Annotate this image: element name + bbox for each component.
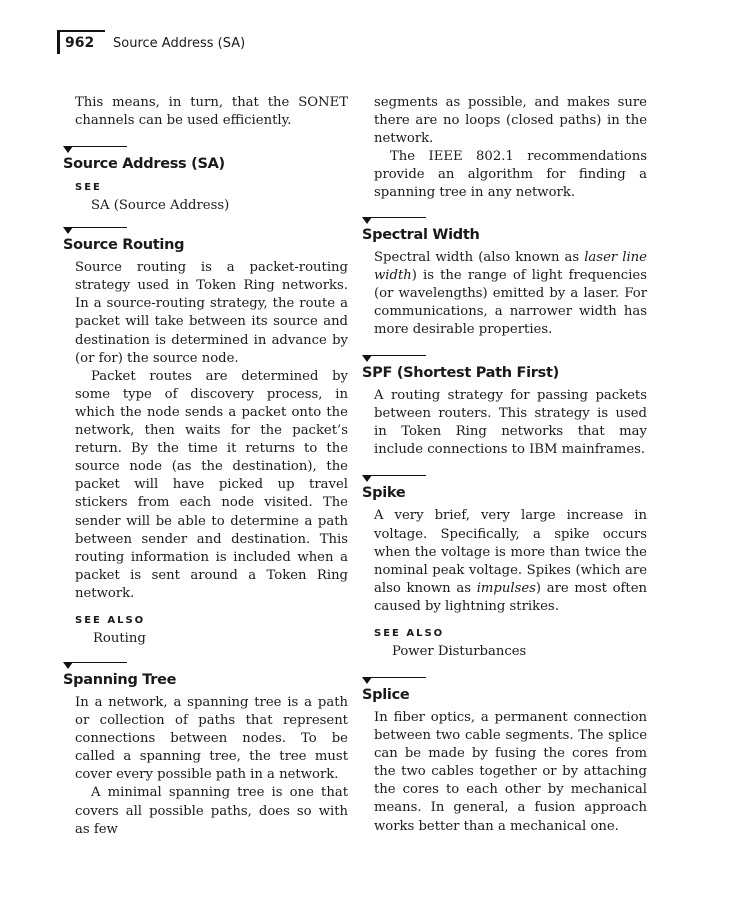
continued-paragraph: The IEEE 802.1 recommendations provide an algorithm for finding a spanning tree in any network. — [374, 149, 647, 201]
triangle-icon — [63, 227, 73, 234]
entry-paragraph: A minimal spanning tree is one that covers all possible paths, does so with as few — [75, 785, 348, 837]
term-emphasis: impulses — [476, 580, 536, 596]
entry-paragraph: Spectral width (also known as laser line width) is the range of light frequencies (or wavelengths) emitted by a laser. For communications, a narrower width has more desirable properties. — [374, 249, 647, 337]
see-reference: SA (Source Address) — [91, 198, 230, 214]
entry-paragraph: A routing strategy for passing packets between routers. This strategy is used in Token Ring networks that may include connections to IBM mainframes. — [374, 388, 647, 458]
see-also-label: SEE ALSO — [75, 614, 146, 626]
entry-marker — [63, 660, 348, 670]
entry-marker — [63, 144, 348, 154]
entry-marker — [362, 353, 647, 363]
continued-paragraph: This means, in turn, that the SONET channels can be used efficiently. — [75, 95, 348, 129]
entry-spanning-tree — [63, 660, 348, 839]
entry-marker — [362, 675, 647, 685]
entry-paragraph: Source routing is a packet-routing strategy used in Token Ring networks. In a source-routing strategy, the route a packet will take between its source and destination is determined in advance by (or for) the source node. — [75, 260, 348, 366]
entry-paragraph: In fiber optics, a permanent connection between two cable segments. The splice can be made by fusing the cores from the two cables together or by attaching the cores to each other by mechanical means. In general, a fusion approach works better than a mechanical one. — [374, 709, 647, 834]
entry-title: SPF (Shortest Path First) — [362, 365, 559, 382]
header-rule — [57, 30, 105, 32]
see-also-reference: Power Disturbances — [392, 643, 527, 659]
entry-marker — [362, 215, 647, 225]
entry-paragraph: In a network, a spanning tree is a path or collection of paths that represent connections between nodes. To be called a spanning tree, the tree must cover every possible path in a network. — [75, 694, 348, 783]
see-label: SEE — [75, 182, 102, 194]
entry-title: Spectral Width — [362, 226, 480, 243]
entry-paragraph: A very brief, very large increase in voltage. Specifically, a spike occurs when the voltage is more than twice the nominal peak voltage. Spikes (which are also known as impulses) are most often caused by lightning strikes. — [374, 508, 648, 614]
entry-spectral-width — [362, 215, 647, 339]
see-also-label: SEE ALSO — [374, 627, 445, 639]
triangle-icon — [362, 217, 372, 224]
entry-splice — [362, 675, 647, 836]
entry-marker — [362, 473, 647, 483]
continued-paragraph: segments as possible, and makes sure there are no loops (closed paths) in the network. — [374, 95, 647, 147]
entry-marker — [63, 225, 348, 235]
entry-title: Splice — [362, 686, 410, 703]
right-column — [362, 94, 647, 836]
entry-title: Source Routing — [63, 237, 185, 254]
entry-title: Spanning Tree — [63, 671, 177, 688]
term-emphasis: laser line width — [374, 249, 647, 283]
triangle-icon — [63, 662, 73, 669]
entry-title: Source Address (SA) — [63, 156, 225, 173]
entry-source-address — [63, 144, 348, 215]
see-also-reference: Routing — [93, 630, 146, 646]
triangle-icon — [362, 677, 372, 684]
entry-paragraph: Packet routes are determined by some type of discovery process, in which the node sends a packet onto the network, then waits for the packet’s return. By the time it returns to the source node (as the destination), the packet will have picked up travel stickers from each node visited. The sender will be able to determine a path between sender and destination. This routing information is included when a packet is sent around a Token Ring network. — [75, 368, 348, 601]
triangle-icon — [63, 146, 73, 153]
entry-spf — [362, 353, 647, 459]
entry-title: Spike — [362, 485, 406, 502]
running-title: Source Address (SA) — [113, 36, 246, 51]
triangle-icon — [362, 355, 372, 362]
header-bar — [57, 30, 60, 54]
entry-source-routing — [63, 225, 348, 648]
triangle-icon — [362, 475, 372, 482]
entry-spike — [362, 473, 647, 661]
left-column — [63, 94, 348, 839]
page-number: 962 — [65, 35, 95, 51]
